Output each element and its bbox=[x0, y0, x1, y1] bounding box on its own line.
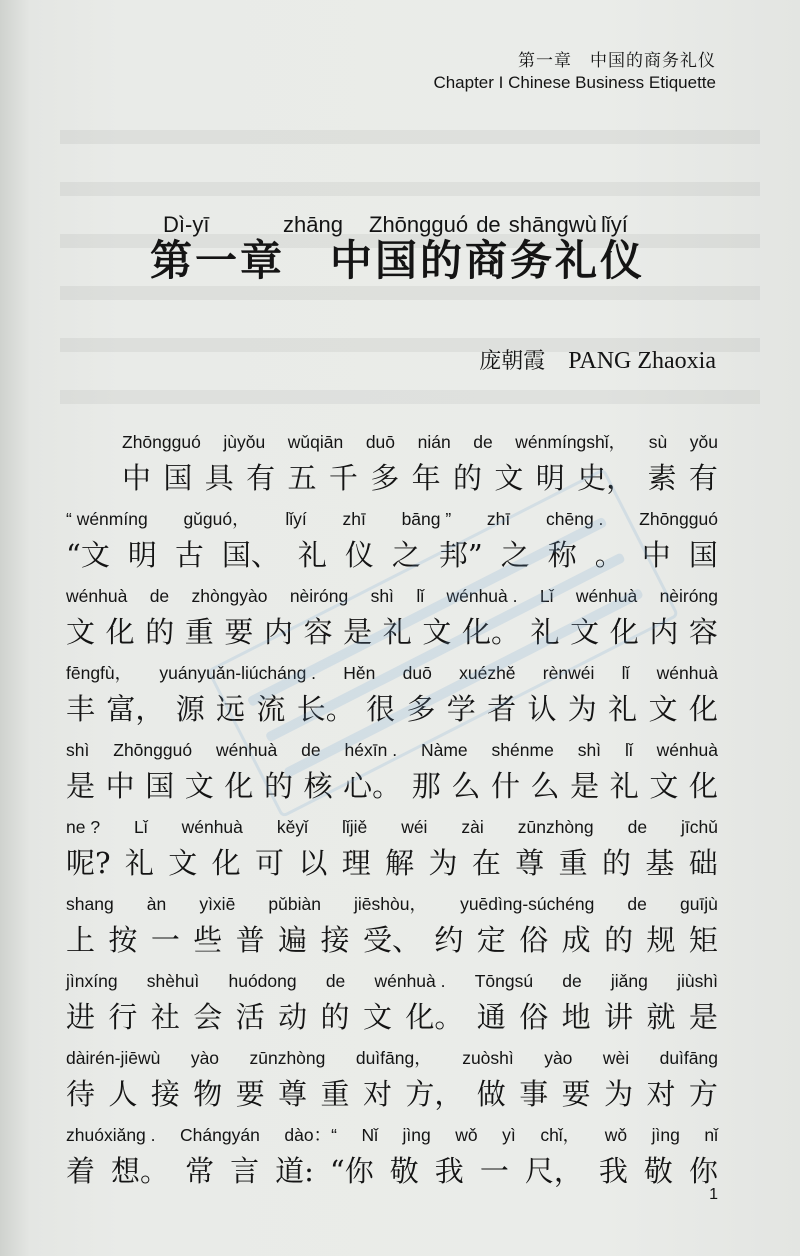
hanzi-char: 社 bbox=[150, 1000, 180, 1034]
hanzi-char: 源 bbox=[175, 692, 205, 726]
hanzi-char: 化 bbox=[224, 769, 254, 803]
hanzi-char: 人 bbox=[108, 1077, 138, 1111]
pinyin-word: shèhuì bbox=[146, 971, 200, 991]
hanzi-char: 受、 bbox=[362, 923, 421, 957]
pinyin-word: héxīn . bbox=[344, 740, 398, 760]
pinyin-word: yǒu bbox=[689, 432, 718, 452]
pinyin-word: zhī bbox=[486, 509, 511, 529]
pinyin-word: jiùshì bbox=[677, 971, 718, 991]
hanzi-char: 中 bbox=[105, 769, 135, 803]
hanzi-char: 仪 bbox=[344, 538, 374, 572]
hanzi-char: 我 bbox=[434, 1154, 464, 1188]
pinyin-word: duō bbox=[402, 663, 432, 683]
pinyin-word: zhuóxiǎng . bbox=[66, 1125, 156, 1145]
pinyin-word: jiēshòu， bbox=[354, 894, 427, 914]
hanzi-char: 地 bbox=[561, 1000, 591, 1034]
hanzi-char: 化 bbox=[105, 615, 135, 649]
hanzi-char: 长。 bbox=[296, 692, 355, 726]
pinyin-word: zūnzhòng bbox=[249, 1048, 326, 1068]
pinyin-word: zhòngyào bbox=[191, 586, 268, 606]
pinyin-word: Hěn bbox=[343, 663, 376, 683]
hanzi-char: 的 bbox=[453, 461, 483, 495]
text-line bbox=[66, 813, 718, 890]
hanzi-char: 。 bbox=[594, 538, 624, 572]
pinyin-word: Zhōngguó bbox=[122, 432, 201, 452]
pinyin-row bbox=[66, 659, 718, 687]
hanzi-row bbox=[66, 687, 718, 731]
hanzi-char: 会 bbox=[193, 1000, 223, 1034]
pinyin-word: de bbox=[562, 971, 582, 991]
hanzi-char: 俗 bbox=[519, 1000, 549, 1034]
hanzi-char: 礼 bbox=[124, 846, 154, 880]
hanzi-char: 要 bbox=[235, 1077, 265, 1111]
hanzi-char: 要 bbox=[224, 615, 254, 649]
hanzi-char: 内 bbox=[649, 615, 679, 649]
hanzi-char: 尺， bbox=[524, 1154, 583, 1188]
hanzi-char: 理 bbox=[341, 846, 371, 880]
pinyin-word: shì bbox=[66, 740, 90, 760]
pinyin-word: Zhōngguó bbox=[639, 509, 718, 529]
text-line bbox=[66, 428, 718, 505]
text-line bbox=[66, 1044, 718, 1121]
text-line bbox=[66, 582, 718, 659]
hanzi-char: 年 bbox=[411, 461, 441, 495]
hanzi-char: 做 bbox=[476, 1077, 506, 1111]
pinyin-word: shì bbox=[370, 586, 394, 606]
hanzi-char: 道: bbox=[275, 1154, 314, 1188]
hanzi-char: 化 bbox=[609, 615, 639, 649]
pinyin-row bbox=[66, 428, 718, 456]
hanzi-char: 化。 bbox=[461, 615, 520, 649]
text-line bbox=[66, 1121, 718, 1198]
pinyin-word: Zhōngguó bbox=[113, 740, 193, 760]
hanzi-char: 礼 bbox=[297, 538, 327, 572]
pinyin-row bbox=[66, 1044, 718, 1072]
hanzi-char: 文 bbox=[422, 615, 452, 649]
hanzi-row bbox=[66, 1149, 718, 1193]
pinyin-word: nèiróng bbox=[659, 586, 718, 606]
hanzi-char: 容 bbox=[303, 615, 333, 649]
hanzi-char: 接 bbox=[150, 1077, 180, 1111]
pinyin-word: nǐ bbox=[704, 1125, 718, 1145]
hanzi-char: 文 bbox=[66, 615, 96, 649]
hanzi-row bbox=[66, 1072, 718, 1116]
pinyin-word: Lǐ bbox=[134, 817, 148, 837]
hanzi-char: 的 bbox=[145, 615, 175, 649]
hanzi-char: 学 bbox=[446, 692, 476, 726]
hanzi-char: 基 bbox=[645, 846, 675, 880]
hanzi-char: 五 bbox=[287, 461, 317, 495]
hanzi-char: 那 bbox=[411, 769, 441, 803]
title-pinyin-word: Zhōngguó de shāngwù bbox=[369, 212, 597, 237]
text-line bbox=[66, 736, 718, 813]
hanzi-row bbox=[66, 610, 718, 654]
pinyin-word: chēng . bbox=[546, 509, 604, 529]
pinyin-row bbox=[66, 505, 718, 533]
pinyin-word: pǔbiàn bbox=[268, 894, 321, 914]
hanzi-char: 事 bbox=[519, 1077, 549, 1111]
hanzi-char: 就 bbox=[646, 1000, 676, 1034]
hanzi-char: 按 bbox=[108, 923, 138, 957]
hanzi-char: 接 bbox=[320, 923, 350, 957]
pinyin-word: duìfāng， bbox=[355, 1048, 432, 1068]
pinyin-row bbox=[66, 813, 718, 841]
running-head-chinese: 第一章 中国的商务礼仪 bbox=[518, 51, 716, 71]
pinyin-row bbox=[66, 967, 718, 995]
hanzi-char: 想。 bbox=[111, 1154, 170, 1188]
pinyin-word: de bbox=[627, 894, 647, 914]
text-line bbox=[66, 505, 718, 582]
pinyin-word: de bbox=[473, 432, 493, 452]
hanzi-char: 讲 bbox=[604, 1000, 634, 1034]
hanzi-char: 规 bbox=[646, 923, 676, 957]
pinyin-word: wǒ bbox=[455, 1125, 478, 1145]
pinyin-word: wèi bbox=[602, 1048, 630, 1068]
hanzi-char: 礼 bbox=[609, 769, 639, 803]
hanzi-char: 物 bbox=[193, 1077, 223, 1111]
pinyin-word: jùyǒu bbox=[223, 432, 266, 452]
hanzi-char: 国 bbox=[145, 769, 175, 803]
hanzi-char: 么 bbox=[530, 769, 560, 803]
hanzi-char: 礼 bbox=[530, 615, 560, 649]
hanzi-char: 千 bbox=[328, 461, 358, 495]
hanzi-char: 我 bbox=[598, 1154, 628, 1188]
hanzi-char: 定 bbox=[476, 923, 506, 957]
pinyin-word: zūnzhòng bbox=[517, 817, 594, 837]
hanzi-char: 邦” bbox=[438, 538, 483, 572]
hanzi-char: 行 bbox=[108, 1000, 138, 1034]
hanzi-char: “文 bbox=[66, 538, 110, 572]
hanzi-char: 尊 bbox=[515, 846, 545, 880]
hanzi-char: 敬 bbox=[389, 1154, 419, 1188]
hanzi-char: 言 bbox=[230, 1154, 260, 1188]
hanzi-char: 的 bbox=[263, 769, 293, 803]
hanzi-char: 中 bbox=[122, 461, 152, 495]
hanzi-char: 心。 bbox=[343, 769, 402, 803]
hanzi-char: 为 bbox=[567, 692, 597, 726]
title-pinyin-word: Dì-yī bbox=[163, 212, 210, 237]
hanzi-char: 动 bbox=[278, 1000, 308, 1034]
hanzi-char: 方， bbox=[405, 1077, 464, 1111]
hanzi-char: 是 bbox=[66, 769, 96, 803]
title-pinyin-word: lǐyí bbox=[601, 212, 628, 237]
hanzi-char: 文 bbox=[184, 769, 214, 803]
pinyin-word: yìxiē bbox=[199, 894, 236, 914]
title-pinyin-word: zhāng bbox=[283, 212, 343, 237]
pinyin-word: duō bbox=[365, 432, 396, 452]
pinyin-word: yuányuǎn-liúcháng . bbox=[159, 663, 317, 683]
hanzi-char: 活 bbox=[235, 1000, 265, 1034]
hanzi-char: 方 bbox=[688, 1077, 718, 1111]
pinyin-word: de bbox=[325, 971, 346, 991]
pinyin-word: wénhuà bbox=[215, 740, 278, 760]
pinyin-word: jiǎng bbox=[610, 971, 648, 991]
pinyin-word: shénme bbox=[491, 740, 554, 760]
pinyin-word: wǒ bbox=[604, 1125, 628, 1145]
pinyin-word: yì bbox=[502, 1125, 516, 1145]
author-line bbox=[479, 344, 716, 375]
pinyin-word: zhī bbox=[342, 509, 366, 529]
hanzi-row bbox=[66, 456, 718, 500]
pinyin-word: rènwéi bbox=[542, 663, 595, 683]
pinyin-word: Chángyán bbox=[180, 1125, 260, 1145]
hanzi-char: 化 bbox=[211, 846, 241, 880]
hanzi-char: 是 bbox=[688, 1000, 718, 1034]
hanzi-char: 的 bbox=[320, 1000, 350, 1034]
pinyin-word: wénhuà . bbox=[374, 971, 446, 991]
pinyin-word: “ wénmíng bbox=[66, 509, 148, 529]
hanzi-char: 认 bbox=[527, 692, 557, 726]
pinyin-word: wǔqiān bbox=[287, 432, 344, 452]
hanzi-char: 史， bbox=[577, 461, 636, 495]
hanzi-row bbox=[66, 764, 718, 808]
pinyin-word: dào：“ bbox=[284, 1125, 337, 1145]
pinyin-row bbox=[66, 582, 718, 610]
hanzi-char: 远 bbox=[216, 692, 246, 726]
hanzi-char: 要 bbox=[561, 1077, 591, 1111]
hanzi-char: 俗 bbox=[519, 923, 549, 957]
pinyin-word: nèiróng bbox=[289, 586, 349, 606]
hanzi-row bbox=[66, 841, 718, 885]
hanzi-char: 常 bbox=[185, 1154, 215, 1188]
pinyin-word: shang bbox=[66, 894, 114, 914]
pinyin-word: lǐjiě bbox=[341, 817, 368, 837]
pinyin-row bbox=[66, 736, 718, 764]
hanzi-char: 重 bbox=[184, 615, 214, 649]
text-line bbox=[66, 967, 718, 1044]
pinyin-word: yuēdìng-súchéng bbox=[460, 894, 595, 914]
pinyin-word: bāng ” bbox=[401, 509, 452, 529]
pinyin-word: de bbox=[301, 740, 321, 760]
hanzi-char: 礼 bbox=[382, 615, 412, 649]
pinyin-word: huódong bbox=[228, 971, 297, 991]
hanzi-char: 你 bbox=[688, 1154, 718, 1188]
pinyin-word: de bbox=[149, 586, 170, 606]
hanzi-char: 素 bbox=[647, 461, 677, 495]
pinyin-word: yào bbox=[190, 1048, 220, 1068]
author-name-chinese: 庞朝霞 bbox=[479, 349, 546, 374]
author-name-english: PANG Zhaoxia bbox=[568, 348, 716, 374]
hanzi-char: 文 bbox=[649, 769, 679, 803]
pinyin-word: guījù bbox=[679, 894, 718, 914]
hanzi-char: 内 bbox=[263, 615, 293, 649]
hanzi-row bbox=[66, 533, 718, 577]
hanzi-char: 富， bbox=[106, 692, 165, 726]
hanzi-char: 遍 bbox=[278, 923, 308, 957]
hanzi-char: 明 bbox=[535, 461, 565, 495]
hanzi-char: 矩 bbox=[688, 923, 718, 957]
pinyin-word: chǐ， bbox=[540, 1125, 581, 1145]
hanzi-char: 国 bbox=[688, 538, 718, 572]
hanzi-char: 容 bbox=[688, 615, 718, 649]
text-line bbox=[66, 659, 718, 736]
hanzi-char: 尊 bbox=[278, 1077, 308, 1111]
hanzi-char: 对 bbox=[646, 1077, 676, 1111]
hanzi-char: 有 bbox=[688, 461, 718, 495]
pinyin-word: lǐ bbox=[416, 586, 425, 606]
hanzi-char: 国 bbox=[163, 461, 193, 495]
hanzi-char: 为 bbox=[604, 1077, 634, 1111]
hanzi-char: 可 bbox=[255, 846, 285, 880]
hanzi-char: 文 bbox=[494, 461, 524, 495]
pinyin-word: gǔguó， bbox=[183, 509, 250, 529]
hanzi-char: 者 bbox=[487, 692, 517, 726]
hanzi-char: 以 bbox=[298, 846, 328, 880]
hanzi-char: 什 bbox=[490, 769, 520, 803]
pinyin-word: wénhuà bbox=[656, 740, 718, 760]
hanzi-char: 称 bbox=[547, 538, 577, 572]
pinyin-word: ne ? bbox=[66, 817, 101, 837]
running-head-english: Chapter I Chinese Business Etiquette bbox=[433, 73, 716, 92]
hanzi-row bbox=[66, 918, 718, 962]
pinyin-word: fēngfù， bbox=[66, 663, 133, 683]
pinyin-word: jìng bbox=[402, 1125, 431, 1145]
hanzi-char: 明 bbox=[127, 538, 157, 572]
hanzi-char: 文 bbox=[362, 1000, 392, 1034]
hanzi-char: 待 bbox=[66, 1077, 96, 1111]
hanzi-char: 解 bbox=[385, 846, 415, 880]
pinyin-word: yào bbox=[544, 1048, 573, 1068]
hanzi-char: 对 bbox=[362, 1077, 392, 1111]
pinyin-word: duìfāng bbox=[659, 1048, 718, 1068]
hanzi-char: 之 bbox=[500, 538, 530, 572]
pinyin-word: dàirén-jiēwù bbox=[66, 1048, 161, 1068]
hanzi-char: 础 bbox=[688, 846, 718, 880]
pinyin-word: jìnxíng bbox=[66, 971, 118, 991]
hanzi-char: 进 bbox=[66, 1000, 96, 1034]
hanzi-char: 的 bbox=[602, 846, 632, 880]
hanzi-char: 的 bbox=[604, 923, 634, 957]
pinyin-word: zài bbox=[461, 817, 484, 837]
hanzi-char: 化 bbox=[688, 692, 718, 726]
pinyin-word: lǐyí bbox=[285, 509, 307, 529]
hanzi-char: 是 bbox=[570, 769, 600, 803]
pinyin-word: wénhuà bbox=[66, 586, 128, 606]
hanzi-char: 多 bbox=[406, 692, 436, 726]
hanzi-row bbox=[66, 995, 718, 1039]
text-line bbox=[66, 890, 718, 967]
pinyin-word: xuézhě bbox=[459, 663, 516, 683]
hanzi-char: 么 bbox=[451, 769, 481, 803]
hanzi-char: 一 bbox=[479, 1154, 509, 1188]
hanzi-char: 有 bbox=[246, 461, 276, 495]
hanzi-char: 礼 bbox=[608, 692, 638, 726]
pinyin-word: de bbox=[627, 817, 648, 837]
pinyin-word: wénhuà . bbox=[446, 586, 518, 606]
body-text bbox=[66, 428, 718, 1198]
hanzi-char: 古 bbox=[174, 538, 204, 572]
hanzi-char: 是 bbox=[343, 615, 373, 649]
hanzi-char: 普 bbox=[235, 923, 265, 957]
pinyin-word: jìng bbox=[651, 1125, 680, 1145]
hanzi-char: 文 bbox=[648, 692, 678, 726]
hanzi-char: 之 bbox=[391, 538, 421, 572]
chapter-title: 第一章 中国的商务礼仪 bbox=[150, 236, 646, 285]
pinyin-word: wénmíngshǐ， bbox=[515, 432, 627, 452]
pinyin-word: zuòshì bbox=[462, 1048, 514, 1068]
hanzi-char: 文 bbox=[168, 846, 198, 880]
hanzi-char: 着 bbox=[66, 1154, 96, 1188]
title-pinyin bbox=[163, 212, 628, 238]
hanzi-char: 重 bbox=[558, 846, 588, 880]
hanzi-char: 在 bbox=[471, 846, 501, 880]
pinyin-row bbox=[66, 890, 718, 918]
hanzi-char: 通 bbox=[476, 1000, 506, 1034]
pinyin-word: sù bbox=[648, 432, 668, 452]
hanzi-char: 重 bbox=[320, 1077, 350, 1111]
hanzi-char: 多 bbox=[370, 461, 400, 495]
pinyin-word: wénhuà bbox=[181, 817, 243, 837]
pinyin-word: kěyǐ bbox=[276, 817, 308, 837]
hanzi-char: 具 bbox=[204, 461, 234, 495]
pinyin-word: shì bbox=[577, 740, 602, 760]
hanzi-char: 文 bbox=[570, 615, 600, 649]
hanzi-char: 化 bbox=[688, 769, 718, 803]
hanzi-char: 化。 bbox=[405, 1000, 464, 1034]
hanzi-char: 成 bbox=[561, 923, 591, 957]
hanzi-char: 国、 bbox=[221, 538, 280, 572]
pinyin-word: wéi bbox=[401, 817, 428, 837]
pinyin-word: lǐ bbox=[621, 663, 630, 683]
pinyin-word: Nàme bbox=[420, 740, 468, 760]
hanzi-char: 呢? bbox=[66, 846, 111, 880]
pinyin-word: lǐ bbox=[624, 740, 633, 760]
hanzi-char: 丰 bbox=[66, 692, 96, 726]
hanzi-char: 敬 bbox=[643, 1154, 673, 1188]
pinyin-word: Lǐ bbox=[539, 586, 554, 606]
pinyin-word: wénhuà bbox=[575, 586, 638, 606]
pinyin-word: wénhuà bbox=[656, 663, 718, 683]
pinyin-word: àn bbox=[146, 894, 167, 914]
running-head bbox=[433, 50, 716, 94]
pinyin-word: Nǐ bbox=[361, 1125, 378, 1145]
hanzi-char: 一 bbox=[150, 923, 180, 957]
pinyin-word: jīchǔ bbox=[681, 817, 718, 837]
hanzi-char: 中 bbox=[641, 538, 671, 572]
pinyin-word: Tōngsú bbox=[474, 971, 534, 991]
hanzi-char: 核 bbox=[303, 769, 333, 803]
pinyin-row bbox=[66, 1121, 718, 1149]
hanzi-char: 上 bbox=[66, 923, 96, 957]
pinyin-word: nián bbox=[417, 432, 451, 452]
hanzi-char: 流 bbox=[256, 692, 286, 726]
hanzi-char: 约 bbox=[434, 923, 464, 957]
hanzi-char: 很 bbox=[366, 692, 396, 726]
hanzi-char: 些 bbox=[193, 923, 223, 957]
page-number: 1 bbox=[709, 1186, 718, 1203]
hanzi-char: “你 bbox=[329, 1154, 374, 1188]
hanzi-char: 为 bbox=[428, 846, 458, 880]
